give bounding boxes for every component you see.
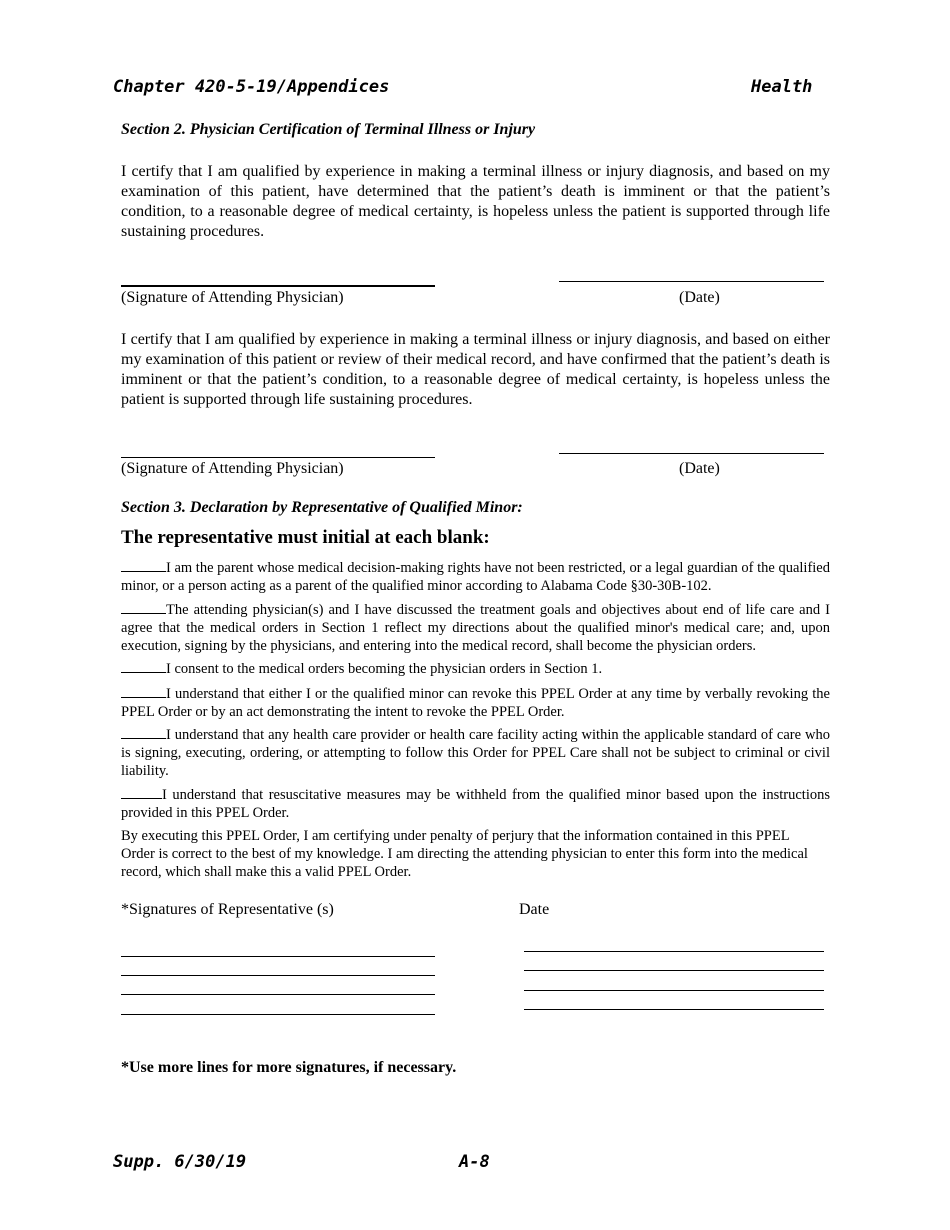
section-3-title: Section 3. Declaration by Representative of Qualified Minor: bbox=[121, 499, 523, 516]
representative-signature-line-1[interactable] bbox=[121, 956, 435, 957]
declaration-item-2 bbox=[121, 600, 830, 655]
representative-date-line-4[interactable] bbox=[524, 1009, 824, 1010]
declaration-text-6: I understand that resuscitative measures may be withheld from the qualified minor based upon the instructions provided in this PPEL Order. bbox=[121, 787, 830, 821]
initial-blank-3[interactable] bbox=[121, 659, 166, 673]
declaration-item-1 bbox=[121, 558, 830, 595]
initial-instruction: The representative must initial at each blank: bbox=[121, 527, 490, 548]
representative-date-line-3[interactable] bbox=[524, 990, 824, 991]
chapter-header: Chapter 420-5-19/Appendices bbox=[113, 77, 390, 97]
declaration-text-4: I understand that either I or the qualified minor can revoke this PPEL Order at any time by verbally revoking the PPEL Order or by an act demonstrating the intent to revoke the PPEL Order. bbox=[121, 686, 830, 720]
representative-signature-label: *Signatures of Representative (s) bbox=[121, 901, 334, 918]
physician-date-line-1[interactable] bbox=[559, 281, 824, 282]
representative-date-line-2[interactable] bbox=[524, 970, 824, 971]
declaration-text-2: The attending physician(s) and I have discussed the treatment goals and objectives about end of life care and I agree that the medical orders in Section 1 reflect my directions about the qualified minor's medical care; and, upon execution, signing by the physicians, and entering into the medical record, shall become the physician orders. bbox=[121, 602, 830, 654]
initial-blank-6[interactable] bbox=[121, 785, 162, 799]
initial-blank-2[interactable] bbox=[121, 600, 166, 614]
section-2-title: Section 2. Physician Certification of Terminal Illness or Injury bbox=[121, 121, 536, 138]
physician-date-label-1: (Date) bbox=[679, 289, 720, 306]
subject-header: Health bbox=[751, 77, 813, 97]
certification-paragraph-2: I certify that I am qualified by experience in making a terminal illness or injury diagnosis, and based on either my examination of this patient or review of their medical record, and have confirmed that the patient’s death is imminent or that the patient’s condition, to a reasonable degree of medical certainty, is hopeless unless the patient is supported through life sustaining procedures. bbox=[121, 331, 830, 408]
physician-date-line-2[interactable] bbox=[559, 453, 824, 454]
declaration-text-1: I am the parent whose medical decision-making rights have not been restricted, or a legal guardian of the qualified minor, or a person acting as a parent of the qualified minor according to Alabama Code §30-30B-102. bbox=[121, 560, 830, 594]
declaration-item-5 bbox=[121, 725, 830, 780]
representative-signature-line-2[interactable] bbox=[121, 975, 435, 976]
supplement-date: Supp. 6/30/19 bbox=[113, 1152, 247, 1172]
certification-paragraph-1: I certify that I am qualified by experience in making a terminal illness or injury diagnosis, and based on my examination of this patient, have determined that the patient’s death is imminent or that the patient’s condition, to a reasonable degree of medical certainty, is hopeless unless the patient is supported through life sustaining procedures. bbox=[121, 163, 830, 240]
representative-date-label: Date bbox=[519, 901, 550, 918]
physician-signature-line-2[interactable] bbox=[121, 457, 435, 458]
initial-blank-4[interactable] bbox=[121, 684, 166, 698]
representative-signature-line-4[interactable] bbox=[121, 1014, 435, 1015]
physician-date-label-2: (Date) bbox=[679, 460, 720, 477]
physician-signature-line-1[interactable] bbox=[121, 285, 435, 287]
representative-signature-line-3[interactable] bbox=[121, 994, 435, 995]
declaration-text-5: I understand that any health care provider or health care facility acting within the applicable standard of care who is signing, executing, ordering, or attempting to follow this Order for PPEL Care shall not be subject to criminal or civil liability. bbox=[121, 727, 830, 779]
physician-signature-label-1: (Signature of Attending Physician) bbox=[121, 289, 344, 306]
declaration-text-3: I consent to the medical orders becoming the physician orders in Section 1. bbox=[166, 661, 603, 677]
more-signatures-note: *Use more lines for more signatures, if necessary. bbox=[121, 1059, 457, 1076]
representative-date-line-1[interactable] bbox=[524, 951, 824, 952]
page-number: A-8 bbox=[459, 1152, 490, 1172]
closing-statement: By executing this PPEL Order, I am certifying under penalty of perjury that the information contained in this PPEL Order is correct to the best of my knowledge. I am directing the attending physician to enter this form into the medical record, which shall make this a valid PPEL Order. bbox=[121, 828, 808, 880]
declaration-item-6 bbox=[121, 785, 830, 822]
initial-blank-5[interactable] bbox=[121, 725, 166, 739]
physician-signature-label-2: (Signature of Attending Physician) bbox=[121, 460, 344, 477]
declaration-item-4 bbox=[121, 684, 830, 721]
declaration-item-3 bbox=[121, 659, 830, 678]
initial-blank-1[interactable] bbox=[121, 558, 166, 572]
